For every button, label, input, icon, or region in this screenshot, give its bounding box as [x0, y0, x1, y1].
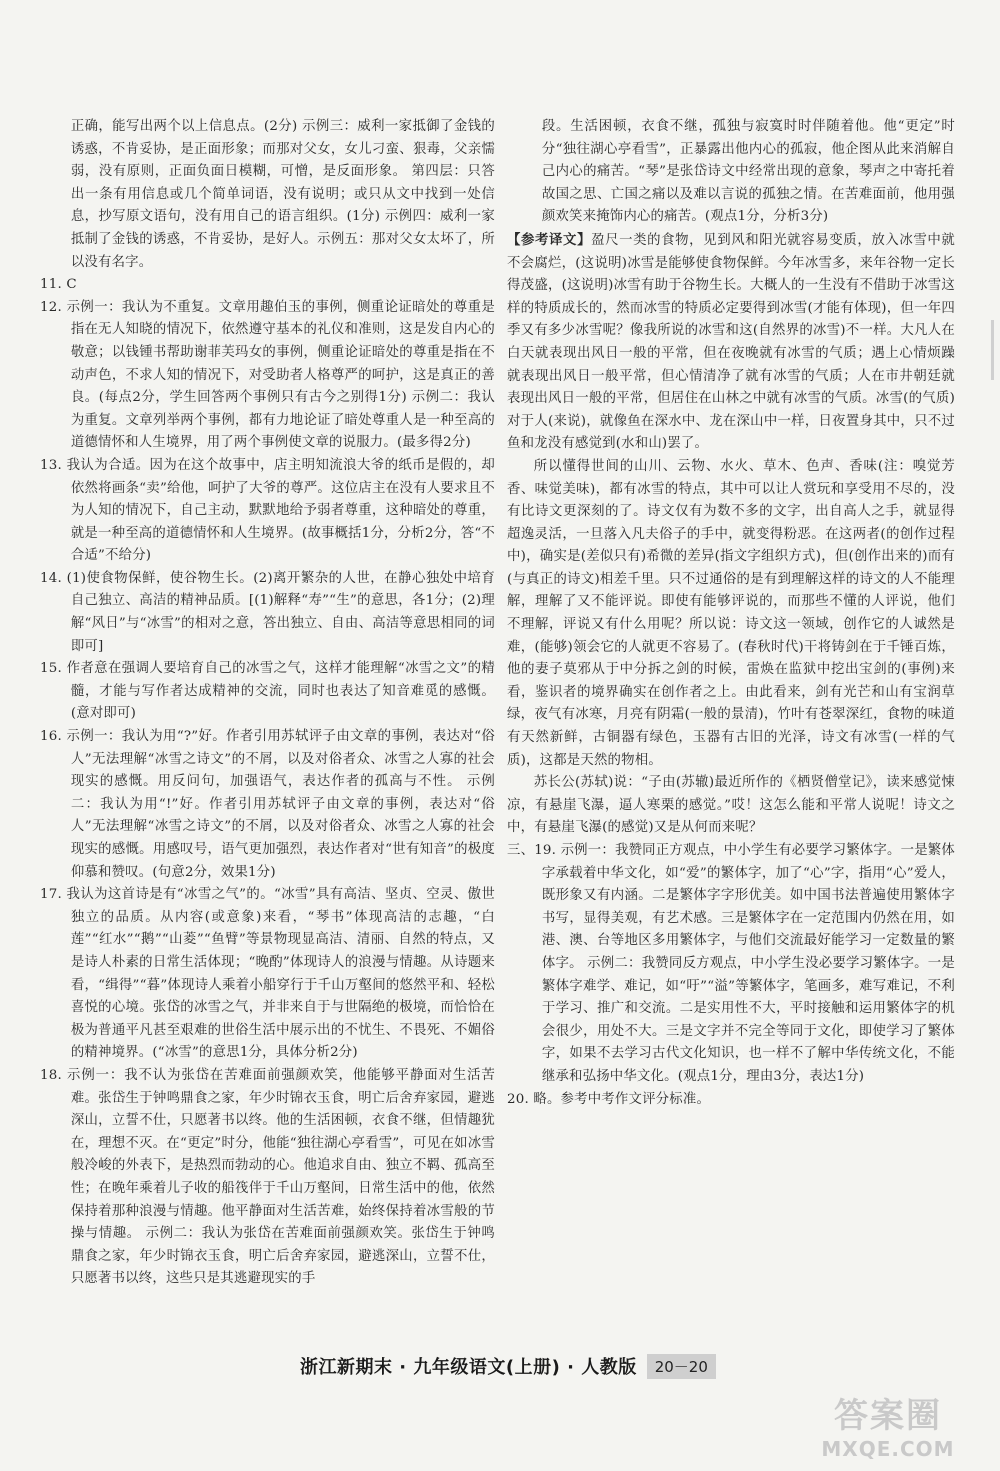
- watermark-logo: 答案圈: [834, 1396, 942, 1436]
- answer-18-continuation: 段。生活困顿，衣食不继，孤独与寂寞时时伴随着他。他“更定”时分“独往湖心亭看雪”，正暴露出他内心的孤寂，他企图从此来消解自己内心的痛苦。“琴”是张岱诗文中经常出现的意象，琴声之中寄托着故国之思、亡国之痛以及难以言说的孤独之情。在苦难面前，他用强颜欢笑来掩饰内心的痛苦。(观点1分，分析3分): [541, 119, 955, 225]
- reference-translation-text-1: 盈尺一类的食物，见到风和阳光就容易变质，放入冰雪中就不会腐烂，(这说明)冰雪是能够使食物保鲜。今年冰雪多，来年谷物一定长得茂盛，(这说明)冰雪有助于谷物生长。大概人的一生没有不借助于冰雪这样的特质成长的，然而冰雪的特质必定要得到冰雪(才能有体现)，但一年四季又有多少冰雪呢？像我所说的冰雪和这(自然界的冰雪)不一样。大凡人在白天就表现出风日一般的平常，但在夜晚就有冰雪的气质；遇上心情烦躁就表现出风日一般平常，但心情清净了就有冰雪的气质；人在市井朝廷就表现出风日一般的平常，但居住在山林之中就有冰雪的气质。冰雪(的气质)对于人(来说)，就像鱼在深水中、龙在深山中一样，日夜置身其中，只不过鱼和龙没有感觉到(水和山)罢了。: [507, 232, 955, 452]
- book-title: 浙江新期末 · 九年级语文(上册) · 人教版: [300, 1357, 637, 1378]
- answer-20: 20. 略。参考中考作文评分标准。: [507, 1091, 711, 1107]
- answer-19: 三、19. 示例一：我赞同正方观点，中小学生有必要学习繁体字。一是繁体字承载着中华文化，如“爱”的繁体字，加了“心”字，指用“心”爱人，既形象又有内涵。二是繁体字字形优美。如中国书法普遍使用繁体字书写，显得美观，有艺术感。三是繁体字在一定范围内仍然在用，如港、澳、台等地区多用繁体字，与他们交流最好能学习一定数量的繁体字。 示例二：我赞同反方观点，中小学生没必要学习繁体字。一是繁体字难学、难记，如“吁”“溢”等繁体字，笔画多，难写难记，不利于学习、推广和交流。二是实用性不大，平时接触和运用繁体字的机会很少，用处不大。三是文字并不完全等同于文化，即使学习了繁体字，如果不去学习古代文化知识，也一样不了解中华传统文化，不能继承和弘扬中华文化。(观点1分，理由3分，表达1分): [507, 843, 955, 1084]
- answer-16: 16. 示例一：我认为用“?”好。作者引用苏轼评子由文章的事例，表达对“俗人”无法理解“冰雪之诗文”的不屑，以及对俗者众、冰雪之人寡的社会现实的感慨。用反问句，加强语气，表达作者的孤高与不性。 示例二：我认为用“!”好。作者引用苏轼评子由文章的事例，表达对“俗人”无法理解“冰雪之诗文”的不屑，以及对俗者众、冰雪之人寡的社会现实的感慨。用感叹号，语气更加强烈，表达作者对“世有知音”的极度仰慕和赞叹。(句意2分，效果1分): [40, 729, 495, 880]
- site-watermark: [788, 1394, 988, 1466]
- answer-11: 11. C: [40, 277, 77, 293]
- answer-14: 14. (1)使食物保鲜，使谷物生长。(2)离开繁杂的人世，在静心独处中培育自己独立、高洁的精神品质。[(1)解释“寿”“生”的意思，各1分；(2)理解“风日”与“冰雪”的相对之意，答出独立、自由、高洁等意思相同的词即可]: [40, 570, 495, 654]
- page-edge-mark: [991, 320, 994, 380]
- answer-15: 15. 作者意在强调人要培育自己的冰雪之气，这样才能理解“冰雪之文”的精髓，才能与写作者达成精神的交流，同时也表达了知音难觅的感慨。(意对即可): [40, 661, 495, 722]
- right-column: [507, 116, 955, 1111]
- answer-17: 17. 我认为这首诗是有“冰雪之气”的。“冰雪”具有高洁、坚贞、空灵、傲世独立的品质。从内容(或意象)来看，“琴书”体现高洁的志趣，“白莲”“红水”“鹅”“山菱”“鱼臂”等景物现显高洁、清丽、自然的特点，又是诗人朴素的日常生活体现；“晚酌”体现诗人的浪漫与情趣。从诗题来看，“缉得”“暮”体现诗人乘着小船穿行于千山万壑间的悠然平和、轻松喜悦的心境。张岱的冰雪之气，并非来自于与世隔绝的极境，而恰恰在极为普通平凡甚至艰难的世俗生活中展示出的不忧生、不畏死、不媚俗的精神境界。(“冰雪”的意思1分，具体分析2分): [40, 887, 495, 1061]
- answer-18: 18. 示例一：我不认为张岱在苦难面前强颜欢笑，他能够平静面对生活苦难。张岱生于钟鸣鼎食之家，年少时锦衣玉食，明亡后舍弃家园，避逃深山，立誓不仕，只愿著书以终。他的生活困顿，衣食不继，但情趣犹在，理想不灭。在“更定”时分，他能“独往湖心亭看雪”，可见在如冰雪般冷峻的外表下，是热烈而勃动的心。他追求自由、独立不羁、孤高至性；在晚年乘着儿子收的船筏伴于千山万壑间，日常生活中的他，依然保持着那种浪漫与情趣。他平静面对生活苦难，始终保持着冰雪般的节操与情趣。 示例二：我认为张岱在苦难面前强颜欢笑。张岱生于钟鸣鼎食之家，年少时锦衣玉食，明亡后舍弃家园，避逃深山，立誓不仕，只愿著书以终，这些只是其逃避现实的手: [40, 1067, 495, 1287]
- answer-continuation: 正确，能写出两个以上信息点。(2分) 示例三：威利一家抵御了金钱的诱惑，不肯妥协，是正面形象；而那对父女，女儿刁蛮、狠毒，父亲懦弱，没有原则，正面负面日模糊，可憎，是反面形象。 第四层：只答出一条有用信息或几个简单词语，没有说明；或只从文中找到一处信息，抄写原文语句，没有用自己的语言组织。(1分) 示例四：威利一家抵制了金钱的诱惑，不肯妥协，是好人。示例五：那对父女太坏了，所以没有名字。: [70, 119, 495, 270]
- page-number: 20－20: [647, 1354, 716, 1379]
- reference-translation-label: 【参考译文】: [507, 231, 592, 248]
- reference-translation-para-1: [507, 229, 955, 456]
- answer-12: 12. 示例一：我认为不重复。文章用趣伯玉的事例，侧重论证暗处的尊重是指在无人知晓的情况下，依然遵守基本的礼仪和准则，这是发自内心的敬意；以钱锺书帮助谢菲芙玛女的事例，侧重论证暗处的尊重是指在不动声色，不求人知的情况下，对受助者人格尊严的呵护，这是真正的善良。(每点2分，学生回答两个事例只有古今之别得1分) 示例二：我认为重复。文章列举两个事例，都有力地论证了暗处尊重人是一种至高的道德情怀和人生境界，用了两个事例使文章的说服力。(最多得2分): [40, 299, 495, 451]
- reference-translation-para-3: 苏长公(苏轼)说：“子由(苏辙)最近所作的《栖贤僧堂记》，读来感觉悚凉，有悬崖飞瀑，逼人寒栗的感觉。”哎！这怎么能和平常人说呢！诗文之中，有悬崖飞瀑(的感觉)又是从何而来呢？: [507, 775, 955, 836]
- left-column: [40, 116, 495, 1291]
- answer-13: 13. 我认为合适。因为在这个故事中，店主明知流浪大爷的纸币是假的，却依然将画条“卖”给他，呵护了大爷的尊严。这位店主在没有人要求且不为人知的情况下，自己主动，默默地给予弱者尊重，这种暗处的尊重，就是一种至高的道德情怀和人生境界。(故事概括1分，分析2分，答“不合适”不给分): [40, 457, 495, 564]
- page-footer: [300, 1348, 716, 1384]
- watermark-url: MXQE.COM: [821, 1437, 955, 1461]
- reference-translation-para-2: 所以懂得世间的山川、云物、水火、草木、色声、香味(注：嗅觉芳香、味觉美味)，都有冰雪的特点，其中可以让人赏玩和享受用不尽的，没有比诗文更深刻的了。诗文仅有为数不多的文字，出自高人之手，就显得超逸灵活，一旦落入凡夫俗子的手中，就变得粉恶。在这两者(的创作过程中)，确实是(差似只有)希微的差异(指文字组织方式)，但(创作出来的)而有(与真正的诗文)相差千里。只不过通俗的是有到理解这样的诗文的人不能理解，理解了又不能评说。即使有能够评说的，而那些不懂的人评说，他们不理解，评说又有什么用呢？所以说：诗文这一领域，创作它的人诚然是难，(能够)领会它的人就更不容易了。(春秋时代)干将铸剑在于千锤百炼，他的妻子莫邪从于中分拆之剑的时候，雷焕在监狱中挖出宝剑的(事例)来看，鉴识者的境界确实在创作者之上。由此看来，剑有光芒和山有宝润草绿，夜气有冰寒，月亮有阴霜(一般的景清)，竹叶有苍翠深红，食物的味道有天然新鲜，古铜器有绿色，玉器有古旧的光泽，诗文有冰雪(一样的气质)，这都是天然的物相。: [507, 458, 955, 768]
